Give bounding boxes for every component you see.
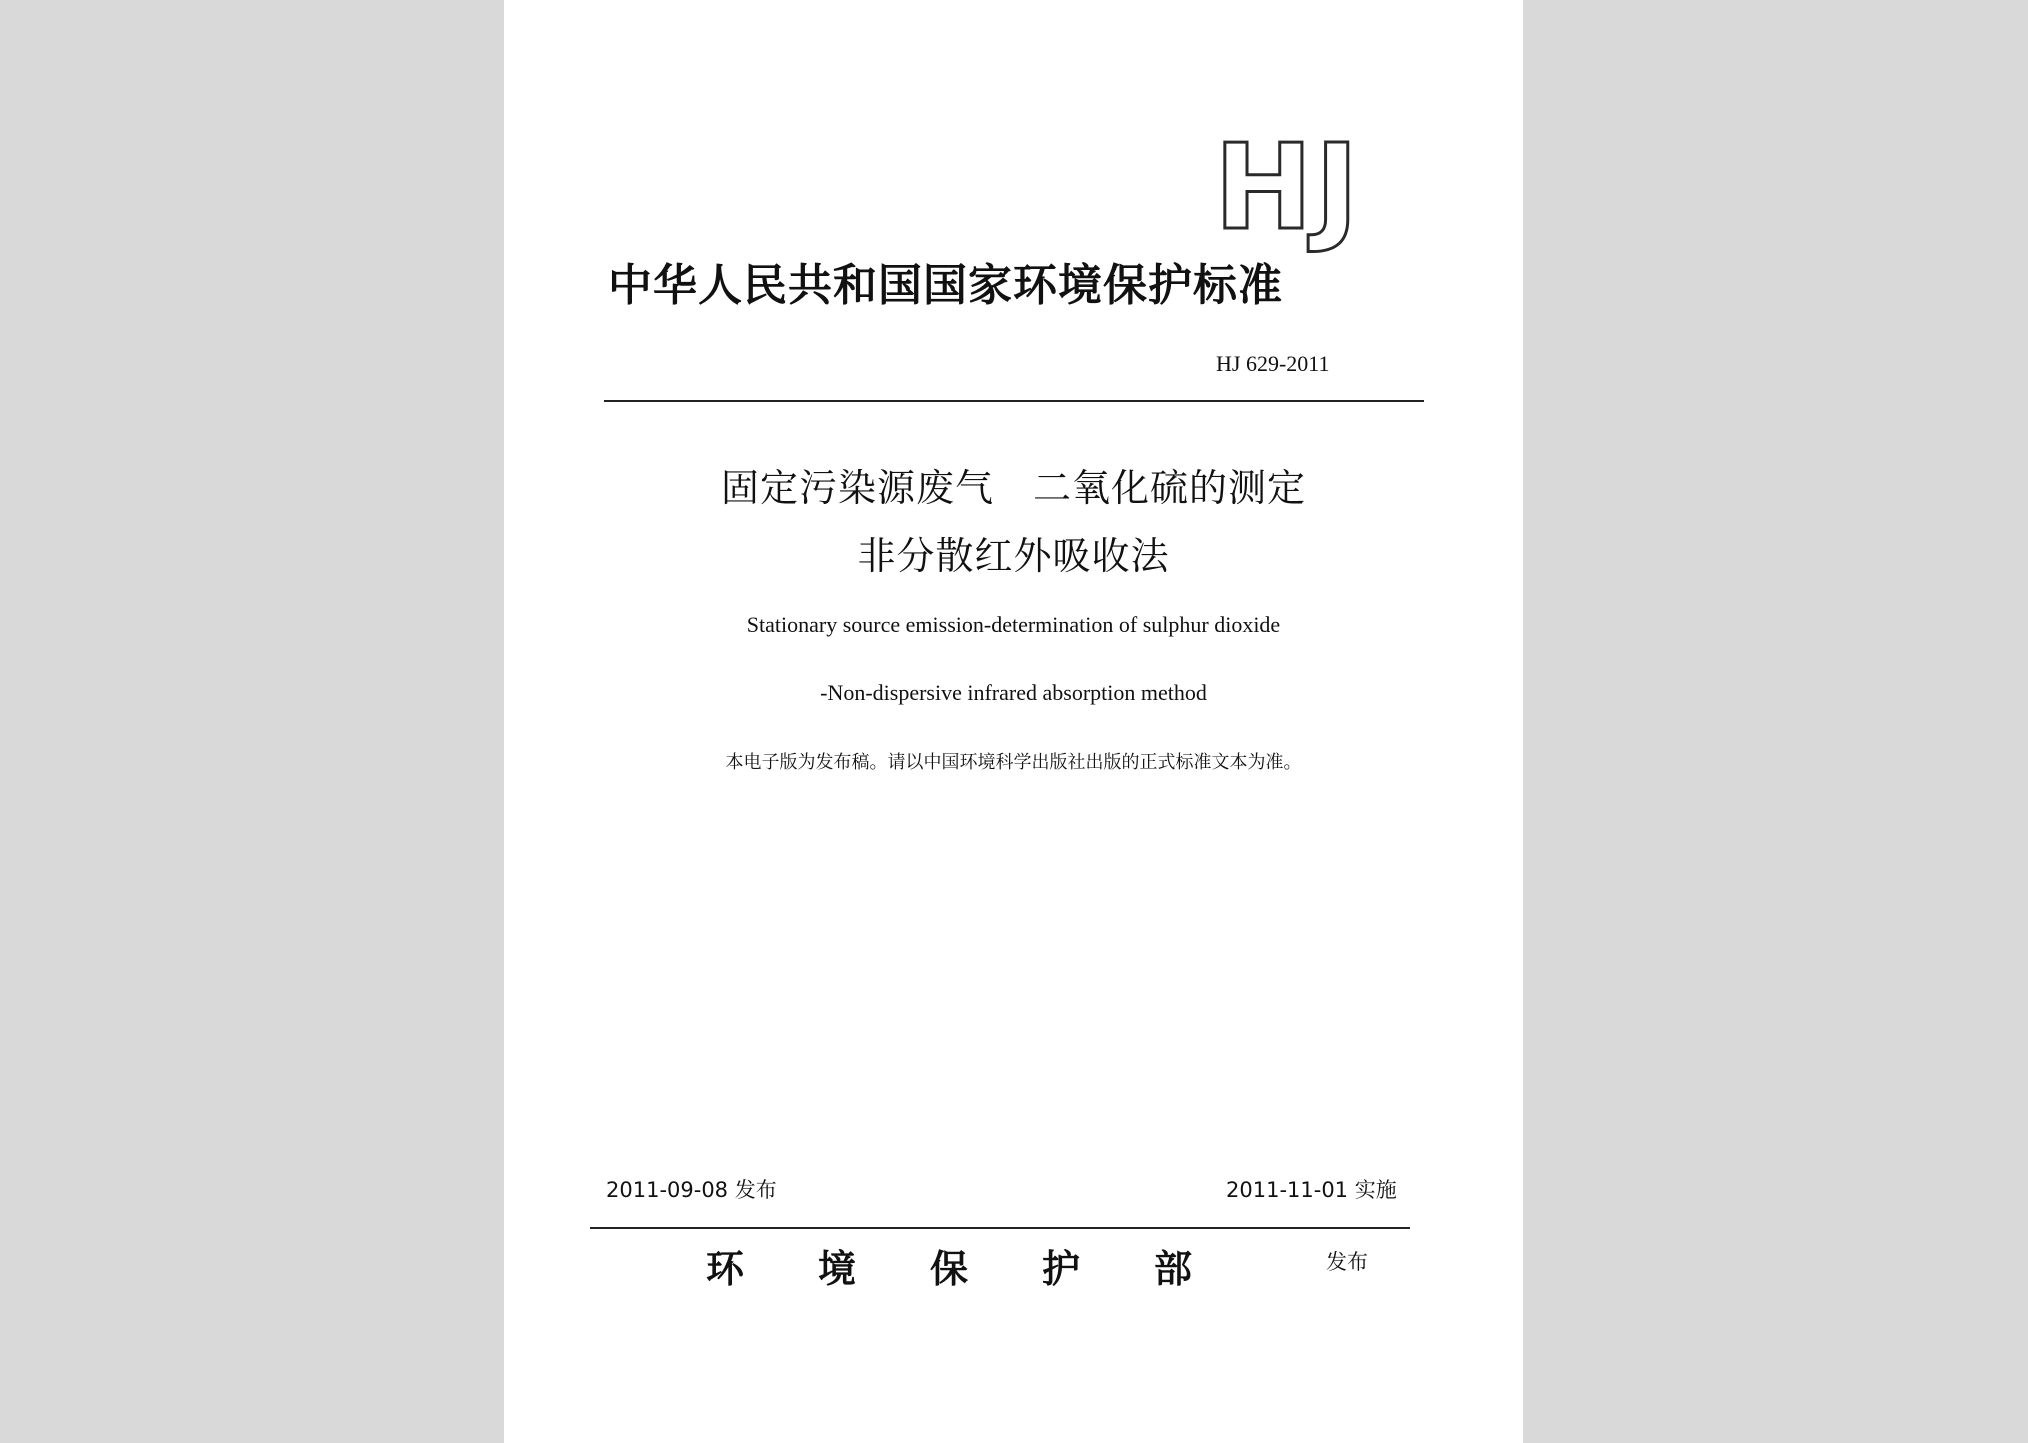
document-page bbox=[504, 0, 1523, 1443]
issue-date: 2011-09-08 发布 bbox=[606, 1178, 777, 1202]
title-cn-line1: 固定污染源废气 二氧化硫的测定 bbox=[720, 466, 1306, 510]
bottom-divider bbox=[590, 1227, 1410, 1229]
title-en-line1: Stationary source emission-determination of sulphur dioxide bbox=[746, 612, 1281, 637]
title-en-line2: -Non-dispersive infrared absorption method bbox=[820, 680, 1207, 705]
implementation-date: 2011-11-01 实施 bbox=[1226, 1178, 1397, 1202]
top-divider bbox=[604, 400, 1424, 402]
hj-logo: HJ bbox=[1214, 118, 1361, 256]
issuer-name: 环境保护部 bbox=[706, 1247, 1267, 1291]
national-standard-heading: 中华人民共和国国家环境保护标准 bbox=[608, 260, 1283, 311]
publish-label: 发布 bbox=[1326, 1250, 1368, 1274]
release-note: 本电子版为发布稿。请以中国环境科学出版社出版的正式标准文本为准。 bbox=[725, 752, 1302, 773]
title-cn-line2: 非分散红外吸收法 bbox=[857, 534, 1170, 578]
standard-code: HJ 629-2011 bbox=[1216, 351, 1330, 376]
